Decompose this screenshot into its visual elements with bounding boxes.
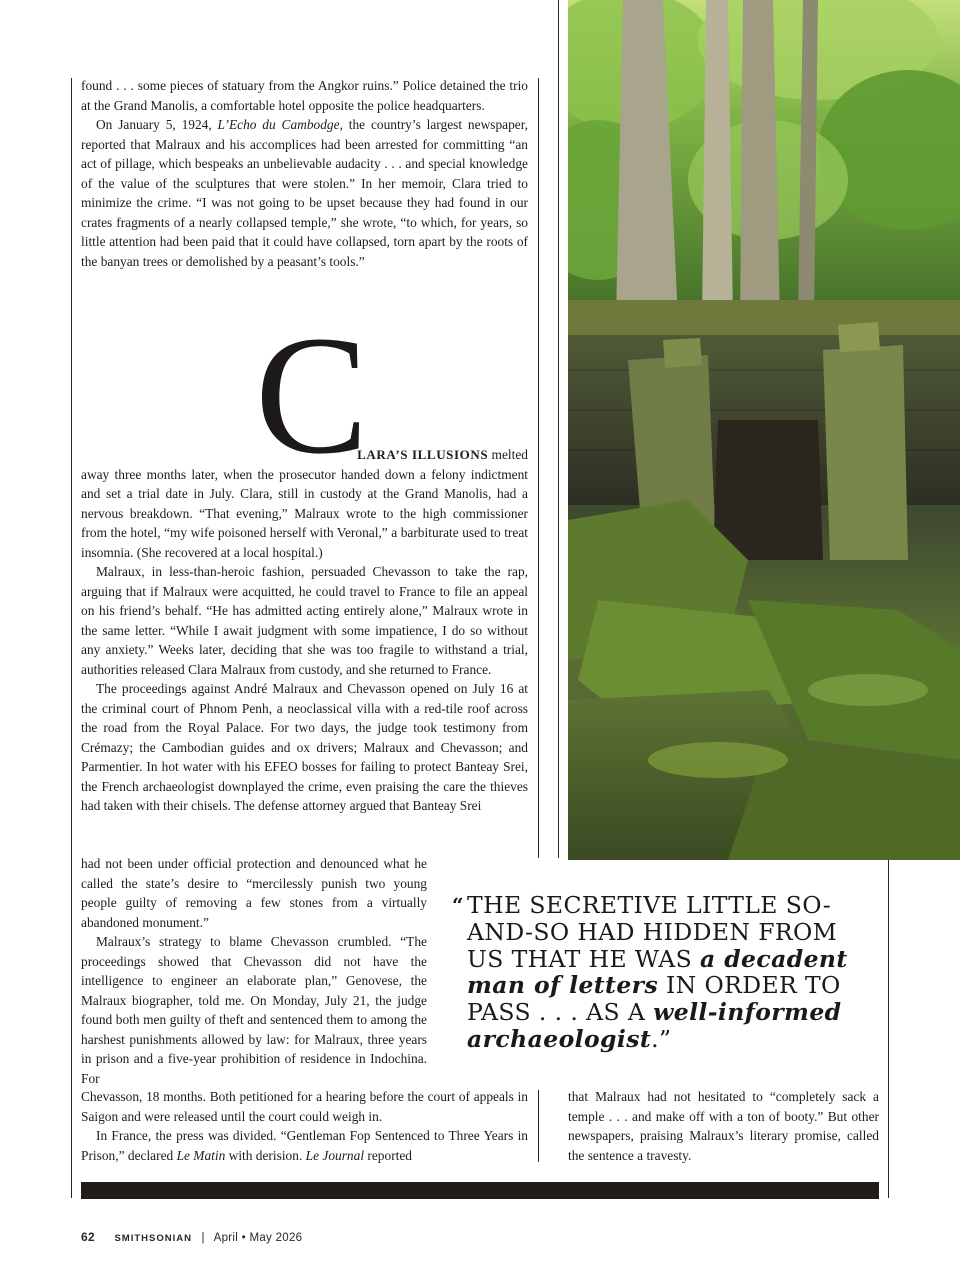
article-paragraph: that Malraux had not hesitated to “completely sack a temple . . . and make off with a ton of booty.” But other newspapers, praising Malraux’s literary promise, called the sentence a travesty.: [568, 1089, 879, 1163]
decorative-black-bar: [81, 1182, 879, 1199]
article-column-bottom-left: [81, 1087, 528, 1165]
page-number: 62: [81, 1230, 95, 1244]
footer-separator: |: [201, 1232, 205, 1244]
pull-quote-text: THE SECRETIVE LITTLE SO-AND-SO HAD HIDDEN FROM US THAT HE WAS a decadent man of letters IN ORDER TO PASS . . . AS A well-informed archaeologist.”: [467, 891, 848, 1053]
left-column-rule: [71, 78, 72, 1198]
drop-cap-letter: C: [255, 301, 369, 489]
page-footer: [81, 1230, 302, 1244]
drop-cap-lead-line: LARA’S ILLUSIONS melted: [357, 447, 528, 462]
magazine-name: SMITHSONIAN: [114, 1233, 192, 1244]
photo-left-rule: [558, 0, 559, 858]
pull-quote-open-mark: “: [452, 893, 464, 917]
center-column-rule-upper: [538, 78, 539, 858]
article-paragraph: away three months later, when the prosecutor handed down a felony indictment and set a trial date in July. Clara, still in custody at the Grand Manolis, had a nervous breakdown. “That evening,” Malraux wrote to the high commissioner from the hotel, “my wife poisoned herself with Veronal,” a barbiturate used to treat insomnia. (She recovered at a local hospital.): [81, 466, 528, 560]
article-column-top: [81, 76, 528, 271]
article-paragraph: Chevasson, 18 months. Both petitioned for a hearing before the court of appeals in Saigon and were released until the court could weigh in.: [81, 1089, 528, 1124]
center-column-rule-lower: [538, 1090, 539, 1162]
article-column-middle: [81, 445, 528, 816]
article-paragraph: Malraux’s strategy to blame Chevasson crumbled. “The proceedings showed that Chevasson did not have the intelligence to engineer an elaborate plan,” Genovese, the Malraux biographer, told me. On Monday, July 21, the judge found both men guilty of theft and sentenced them to among the harshest punishments allowed by law: for Malraux, three years in prison and a five-year prohibition of residence in Indochina. For: [81, 934, 427, 1086]
pull-quote: [452, 892, 852, 1053]
article-column-narrow: [81, 854, 427, 1088]
article-paragraph: Malraux, in less-than-heroic fashion, persuaded Chevasson to take the rap, arguing that if Malraux were acquitted, he could travel to France to file an appeal on his friend’s behalf. “He has admitted acting entirely alone,” Malraux wrote in the same letter. “While I await judgment with some impatience, I do so without any anxiety.” Weeks later, deciding that she was too fragile to withstand a trial, authorities released Clara Malraux from custody, and she returned to France.: [81, 564, 528, 677]
right-frame-rule: [888, 860, 889, 1198]
article-paragraph: had not been under official protection and denounced what he called the state’s desire to “mercilessly punish two young people guilty of removing a few stones from a virtually abandoned monument.”: [81, 856, 427, 930]
article-paragraph: In France, the press was divided. “Gentleman Fop Sentenced to Three Years in Prison,” declared Le Matin with derision. Le Journal reported: [81, 1128, 528, 1163]
article-paragraph: found . . . some pieces of statuary from the Angkor ruins.” Police detained the trio at the Grand Manolis, a comfortable hotel opposite the police headquarters.: [81, 78, 528, 113]
temple-ruins-photo: [568, 0, 960, 860]
article-paragraph: The proceedings against André Malraux and Chevasson opened on July 16 at the criminal court of Phnom Penh, a neoclassical villa with a red-tile roof across the road from the Royal Palace. For two days, the judge took testimony from Crémazy; the Cambodian guides and ox drivers; Malraux and Chevasson; and Parmentier. In hot water with his EFEO bosses for failing to protect Banteay Srei, the French archaeologist downplayed the crime, even praising the care the thieves had taken with their chisels. The defense attorney argued that Banteay Srei: [81, 681, 528, 813]
article-column-bottom-right: [568, 1087, 879, 1165]
article-paragraph: On January 5, 1924, L’Echo du Cambodge, the country’s largest newspaper, reported that Malraux and his accomplices had been arrested for committing “an act of pillage, which bespeaks an unbelievable audacity . . . and special knowledge of the value of the sculptures that were stolen.” In her memoir, Clara tried to minimize the crime. “I was not going to be upset because they had found in our crates fragments of a nearly collapsed temple,” she wrote, “to which, for years, so little attention had been paid that it could have collapsed, torn apart by the roots of the banyan trees or demolished by a peasant’s tools.”: [81, 117, 529, 269]
temple-ruins-illustration: [568, 0, 960, 860]
issue-date: April • May 2026: [213, 1232, 303, 1244]
